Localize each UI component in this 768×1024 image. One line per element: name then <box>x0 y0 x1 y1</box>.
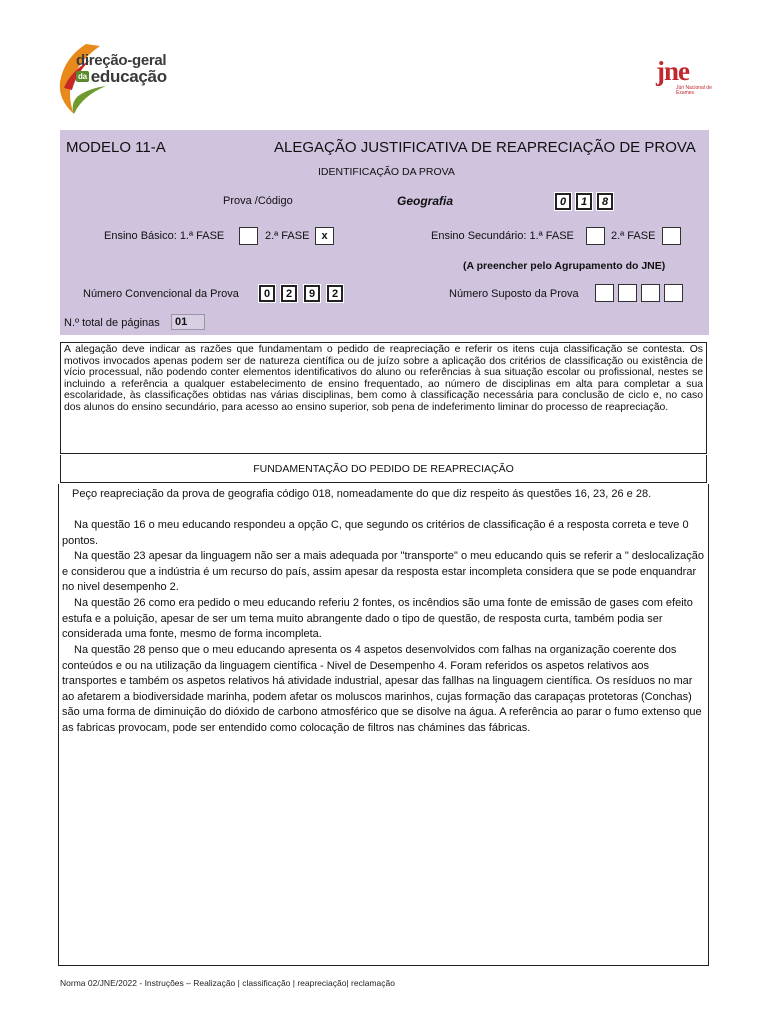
numero-convencional-label: Número Convencional da Prova <box>83 288 239 300</box>
paragraph-3: Na questão 23 apesar da linguagem não ser a mais adequada por "transporte" o meu educando quis se referir a " deslocalização e considerou que a indústria é um recurso do país, assim apesar da resposta estar incompleta considera que se pode enquandrar no nivel desempenho 2. <box>62 550 704 594</box>
secundario-fase2-checkbox[interactable] <box>662 227 681 245</box>
basico-fase2-checkbox[interactable]: x <box>315 227 334 245</box>
paragraph-1: Peço reapreciação da prova de geografia código 018, nomeadamente do que diz respeito ás questões 16, 23, 26 e 28. <box>72 488 652 500</box>
dge-logo-educacao: educação <box>90 67 167 86</box>
dge-logo-line1: direção-geral <box>76 52 167 69</box>
paragraph-5: Na questão 28 penso que o meu educando apresenta os 4 aspetos desenvolvidos com falhas na organização coerente dos conteúdos e ou na utilização da linguagem científica - Nivel de Desempenho 4. Foram referidos os aspetos relativos aos transportes e também os aspetos relativos há atividade industrial, apesar das fallhas na linguagem científica. Os resíduos no mar ao afetarem a biodiversidade marinha, podem afetar os moluscos marinhos, cujas formação das carapaças protetoras (Conchas) são uma forma de diminuição do dióxido de carbono atmosférico que se disolve na água. A referência ao parar o fumo extenso que as fabricas provocam, pode ser entendido como colocação de filtros nas chámines das fábricas. <box>62 644 702 734</box>
jne-logo: jne <box>656 56 689 86</box>
convencional-digit-1[interactable]: 0 <box>259 285 275 302</box>
total-pages-label: N.º total de páginas <box>64 317 160 329</box>
codigo-digit-1[interactable]: 0 <box>555 193 571 210</box>
suposto-digit-2[interactable] <box>618 284 637 302</box>
section-title: IDENTIFICAÇÃO DA PROVA <box>318 166 455 178</box>
fundamentacao-title: FUNDAMENTAÇÃO DO PEDIDO DE REAPRECIAÇÃO <box>60 455 707 483</box>
paragraph-4: Na questão 26 como era pedido o meu educando referiu 2 fontes, os incêndios são uma fonte de emissão de gases com efeito estufa e a poluição, apesar de ser um tema muito abrangente dado o tipo de questão, de resposta curta, também podia ser considerada uma fonte, mesmo de forma incompleta. <box>62 597 693 641</box>
convencional-digit-4[interactable]: 2 <box>327 285 343 302</box>
suposto-digit-3[interactable] <box>641 284 660 302</box>
prova-codigo-label: Prova /Código <box>223 195 293 207</box>
footer-norm: Norma 02/JNE/2022 - Instruções – Realização | classificação | reapreciação| reclamação <box>60 978 395 988</box>
suposto-digit-1[interactable] <box>595 284 614 302</box>
basico-fase2-label: 2.ª FASE <box>265 230 310 242</box>
suposto-digit-4[interactable] <box>664 284 683 302</box>
secundario-fase2-label: 2.ª FASE <box>611 230 656 242</box>
secundario-fase1-checkbox[interactable] <box>586 227 605 245</box>
ensino-basico-label: Ensino Básico: 1.ª FASE <box>104 230 225 242</box>
prova-name: Geografia <box>397 194 454 208</box>
convencional-digit-3[interactable]: 9 <box>304 285 320 302</box>
codigo-digit-3[interactable]: 8 <box>597 193 613 210</box>
basico-fase1-checkbox[interactable] <box>239 227 258 245</box>
paragraph-2: Na questão 16 o meu educando respondeu a opção C, que segundo os critérios de classificação é a resposta correta e teve 0 pontos. <box>62 519 689 547</box>
numero-suposto-label: Número Suposto da Prova <box>449 288 579 300</box>
ensino-secundario-label: Ensino Secundário: 1.ª FASE <box>431 230 574 242</box>
instructions-text: A alegação deve indicar as razões que fundamentam o pedido de reapreciação e referir os itens cuja classificação se contesta. Os motivos invocados apenas podem ser de natureza científica ou de juízo sobre a aplicação dos critérios de classificação ou existência de vício processual, não podendo conter elementos identificativos do aluno ou referências à sua situação escolar ou profissional, nestes se incluindo a referência a qualquer estabelecimento de ensino frequentado, ao número de disciplinas em alta para completar a sua escolaridade, às classificações obtidas nas várias disciplinas, bem como à classificação necessária para conclusão de ciclo e, no caso dos alunos do ensino secundário, para acesso ao ensino superior, sob pena de indeferimento liminar do processo de reapreciação. <box>60 342 707 454</box>
total-pages-field[interactable]: 01 <box>171 314 205 330</box>
convencional-digit-2[interactable]: 2 <box>281 285 297 302</box>
form-title: ALEGAÇÃO JUSTIFICATIVA DE REAPRECIAÇÃO DE PROVA <box>274 139 696 156</box>
jne-logo-subtitle: Júri Nacional de Exames <box>676 85 712 96</box>
codigo-digit-2[interactable]: 1 <box>576 193 592 210</box>
model-code: MODELO 11-A <box>66 139 166 156</box>
agrupamento-note: (A preencher pelo Agrupamento do JNE) <box>463 260 666 272</box>
dge-logo-line2 <box>76 67 167 87</box>
dge-logo-da: da <box>78 72 87 81</box>
